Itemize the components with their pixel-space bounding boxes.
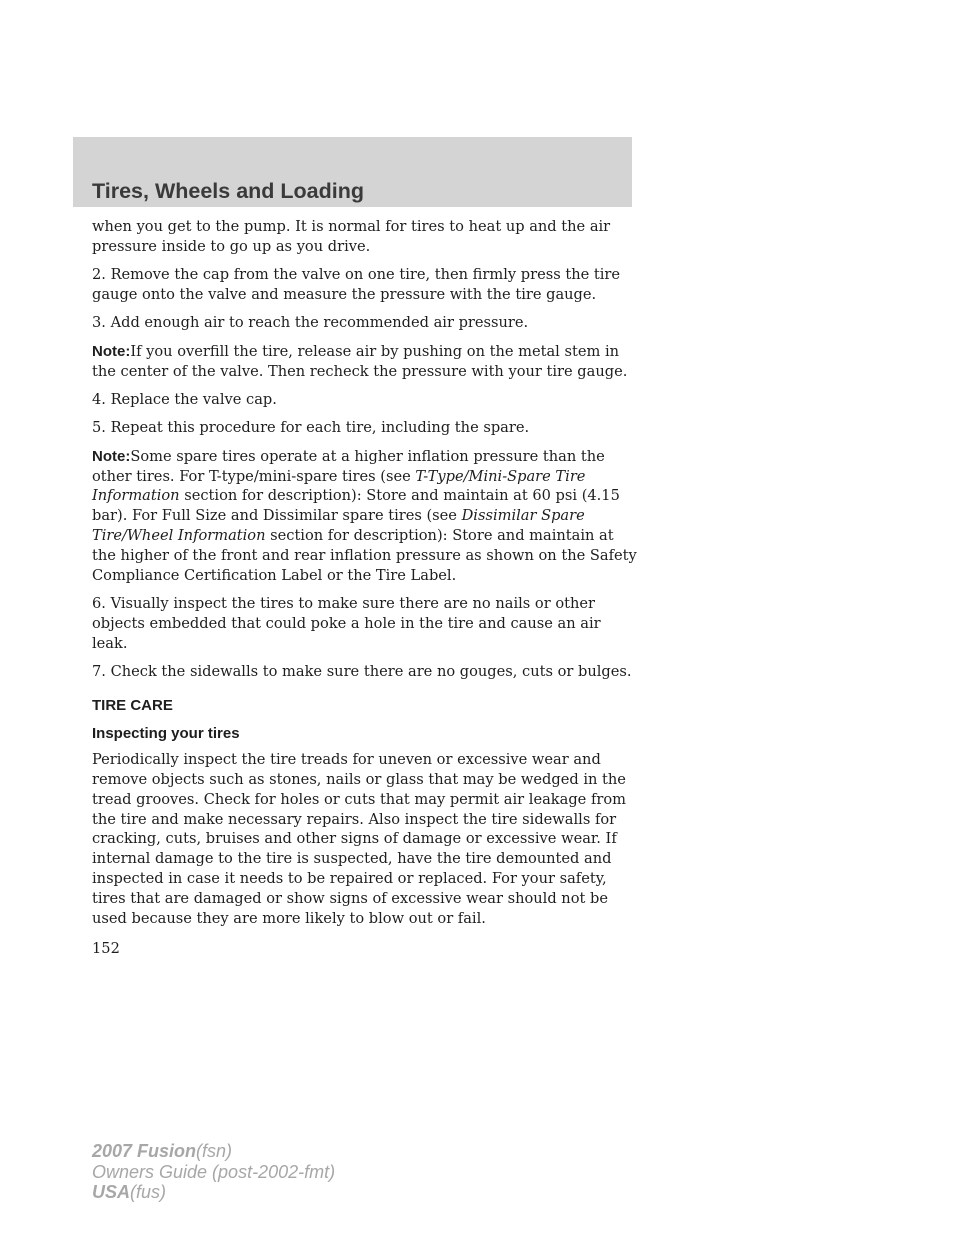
section-header-band <box>73 137 632 207</box>
footer-model-code: (fsn) <box>196 1141 233 1161</box>
document-footer <box>92 1141 335 1203</box>
page-number: 152 <box>92 940 120 957</box>
intro-paragraph: when you get to the pump. It is normal for tires to heat up and the air pressure inside to go up as you drive. <box>92 218 611 255</box>
xref-mini-spare: T-Type/Mini-Spare Tire Information <box>92 467 586 505</box>
inspecting-tires-heading: Inspecting your tires <box>92 725 240 743</box>
step-5: 5. Repeat this procedure for each tire, including the spare. <box>92 419 530 437</box>
footer-line-guide: Owners Guide (post-2002-fmt) <box>92 1161 336 1182</box>
footer-market: USA <box>92 1182 131 1202</box>
note-spare-text-3: section for description): Store and maintain at the higher of the front and rear inflation pressure as shown on the Safety Compliance Certification Label or the Tire Label. <box>92 526 637 584</box>
footer-line-model <box>92 1141 335 1162</box>
note-spare-text-1: Some spare tires operate at a higher inflation pressure than the other tires. For T-type/mini-spare tires (see <box>92 447 605 485</box>
step-7: 7. Check the sidewalls to make sure there are no gouges, cuts or bulges. <box>92 662 632 680</box>
note-spare-text-2: section for description): Store and maintain at 60 psi (4.15 bar). For Full Size and Dissimilar spare tires (see <box>92 487 620 525</box>
note-overfill-text: If you overfill the tire, release air by pushing on the metal stem in the center of the valve. Then recheck the pressure with your tire gauge. <box>92 342 628 380</box>
xref-dissimilar-spare: Dissimilar Spare Tire/Wheel Information <box>92 507 585 544</box>
step-2: 2. Remove the cap from the valve on one tire, then firmly press the tire gauge onto the valve and measure the pressure with the tire gauge. <box>92 266 621 303</box>
step-6: 6. Visually inspect the tires to make sure there are no nails or other objects embedded that could poke a hole in the tire and cause an air leak. <box>92 594 601 652</box>
footer-market-code: (fus) <box>130 1182 167 1202</box>
note-label: Note: <box>92 342 131 360</box>
section-title: Tires, Wheels and Loading <box>92 179 364 203</box>
inspect-paragraph: Periodically inspect the tire treads for uneven or excessive wear and remove objects such as stones, nails or glass that may be wedged in the tread grooves. Check for holes or cuts that may permit air leakage from the tire and make necessary repairs. Also inspect the tire sidewalls for cracking, cuts, bruises and other signs of damage or excessive wear. If internal damage to the tire is suspected, have the tire demounted and inspected in case it needs to be repaired or replaced. For your safety, tires that are damaged or show signs of excessive wear should not be used because they are more likely to blow out or fail. <box>92 751 626 927</box>
note-spare-tires <box>92 447 637 586</box>
footer-line-market <box>92 1182 335 1203</box>
note-overfill <box>92 342 637 382</box>
page-body <box>92 217 637 937</box>
note-label: Note: <box>92 447 131 465</box>
footer-model: 2007 Fusion <box>92 1141 197 1161</box>
step-4: 4. Replace the valve cap. <box>92 390 277 408</box>
step-3: 3. Add enough air to reach the recommended air pressure. <box>92 314 529 332</box>
tire-care-heading: TIRE CARE <box>92 696 173 714</box>
